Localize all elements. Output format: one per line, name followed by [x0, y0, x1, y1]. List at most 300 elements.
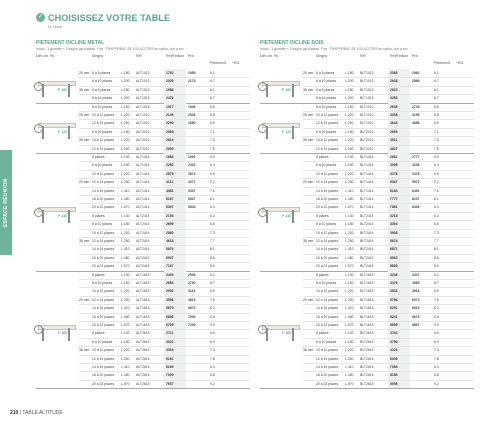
- cell-desc: 8 à 10 places: [316, 222, 337, 227]
- cell-a: 3908: [390, 230, 398, 235]
- cell-ref: BLT1615: [360, 289, 374, 294]
- cell-ref: BLT2414: [360, 230, 374, 235]
- cell-b: 4815: [188, 297, 196, 302]
- cell-a: 6871: [390, 247, 398, 252]
- table-row: [36, 355, 250, 363]
- cell-ref: ALT2414: [136, 255, 150, 260]
- cell-ref: ALT1012: [136, 113, 150, 117]
- cell-a: 2661: [390, 155, 398, 159]
- arrow-circle-icon[interactable]: ›: [34, 325, 43, 334]
- cell-ref: ALT2414: [136, 222, 150, 227]
- cell-ref: BLT1615: [360, 306, 374, 311]
- cell-l: L.220: [345, 113, 354, 117]
- cell-a: 2884: [166, 281, 174, 285]
- cell-desc: 16 à 20 places: [92, 197, 115, 201]
- cell-l: L.480: [121, 373, 130, 378]
- cell-l: L.410: [345, 247, 354, 252]
- cell-a: 3833: [390, 289, 398, 294]
- table-row: [36, 170, 250, 178]
- cell-l: L.220: [345, 230, 354, 235]
- table-row: [260, 220, 474, 228]
- cell-ref: ALT2012: [136, 146, 150, 151]
- cell-a: 2026: [166, 79, 174, 84]
- cell-a: 6709: [166, 323, 174, 327]
- cell-l: L.570: [121, 264, 130, 269]
- cell-desc: 10 à 12 places: [92, 289, 115, 294]
- cell-ref: ALT1615: [136, 297, 150, 302]
- cell-c: 6.4: [434, 163, 439, 168]
- cell-dim: 25 mm: [303, 113, 314, 117]
- cell-l: L.250: [121, 297, 130, 302]
- cell-c: 6.6: [434, 104, 439, 109]
- cell-dim: 38 mm: [303, 348, 314, 353]
- cell-a: 2992: [166, 289, 174, 294]
- cell-desc: 12 à 14 places: [316, 121, 339, 126]
- cell-a: 2089: [166, 129, 174, 134]
- cell-c: 6.5: [210, 331, 215, 336]
- cell-b: 1680: [188, 121, 196, 126]
- table-row: [36, 371, 250, 379]
- cell-a: 2476: [166, 96, 174, 101]
- cell-c: 8.3: [210, 365, 215, 369]
- cell-desc: 20 à 22 places: [316, 323, 339, 327]
- cell-c: 6.7: [210, 79, 215, 84]
- cell-l: L.570: [121, 381, 130, 386]
- cell-ref: ALT1414: [136, 180, 150, 185]
- table-row: [260, 229, 474, 237]
- cell-l: L.180: [121, 104, 130, 109]
- cell-ref: ALT1414: [136, 205, 150, 210]
- cell-b: 2735: [412, 104, 420, 109]
- cell-a: 5876: [166, 247, 174, 252]
- cell-l: L.220: [121, 171, 130, 176]
- cell-l: L.130: [345, 213, 354, 218]
- cell-c: 7.5: [210, 297, 215, 302]
- cell-l: L.180: [345, 87, 354, 92]
- cell-ref: BLT2414: [360, 213, 374, 218]
- cell-desc: 12 à 14 places: [316, 180, 339, 185]
- cell-c: 8.1: [210, 197, 215, 201]
- cell-c: 6.8: [434, 171, 439, 176]
- cell-l: L.180: [345, 163, 354, 168]
- table-row: [260, 329, 474, 337]
- cell-a: 1884: [166, 155, 174, 159]
- table-row: [260, 321, 474, 329]
- cell-a: 1792: [166, 71, 174, 75]
- arrow-circle-icon[interactable]: ›: [258, 82, 267, 91]
- cell-ref: ALT1015: [136, 104, 150, 109]
- cell-a: 8562: [390, 255, 398, 260]
- cell-c: 7.1: [210, 129, 215, 134]
- cell-c: 6.1: [434, 87, 439, 92]
- cell-b: 5307: [188, 188, 196, 193]
- table-size-label: F 140: [282, 213, 292, 218]
- cell-b: 8676: [412, 314, 420, 319]
- cell-ref: BLT2414: [360, 222, 374, 227]
- cell-ref: BLT2615: [360, 356, 374, 361]
- cell-c: 8.3: [434, 365, 439, 369]
- cell-a: 2711: [166, 331, 174, 336]
- table-row: [36, 136, 250, 144]
- cell-c: 8.2: [434, 306, 439, 311]
- cell-c: 9.2: [210, 381, 215, 386]
- cell-dim: 25 mm: [303, 297, 314, 302]
- cell-ref: ALT1414: [136, 171, 150, 176]
- cell-ref: BLT1414: [360, 197, 374, 201]
- cell-l: L.250: [121, 121, 130, 126]
- table-row: [260, 380, 474, 388]
- cell-b: 3337: [412, 272, 420, 277]
- cell-ref: ALT2414: [136, 239, 150, 243]
- cell-ref: ALT1414: [136, 155, 150, 159]
- cell-ref: BLT1615: [360, 323, 374, 327]
- cell-c: 8.1: [434, 197, 439, 201]
- cell-l: L.410: [345, 365, 354, 369]
- cell-a: 6397: [166, 205, 174, 210]
- cell-a: 4323: [390, 348, 398, 353]
- cell-b: 3478: [412, 171, 420, 176]
- cell-dim: 38 mm: [303, 138, 314, 143]
- table-row: [36, 313, 250, 321]
- cell-a: 2855: [390, 129, 398, 134]
- cell-dim: 25 mm: [79, 71, 90, 75]
- table-row: [36, 111, 250, 119]
- cell-l: L.180: [121, 129, 130, 134]
- table-row: [260, 363, 474, 371]
- cell-desc: 10 à 12 places: [92, 348, 115, 353]
- cell-a: 5786: [390, 297, 398, 302]
- table-row: [260, 355, 474, 363]
- cell-l: L.480: [121, 197, 130, 201]
- table-row: [260, 128, 474, 136]
- cell-l: L.180: [345, 222, 354, 227]
- cell-a: 2699: [166, 222, 174, 227]
- cell-ref: BLT2414: [360, 247, 374, 252]
- cell-ref: BLT1615: [360, 297, 374, 302]
- cell-c: 6.2: [434, 272, 439, 277]
- table-row: [260, 338, 474, 346]
- table-row: [260, 212, 474, 220]
- cell-l: L.220: [121, 348, 130, 353]
- cell-dim: 25 mm: [303, 71, 314, 75]
- cell-ref: BLT1012: [360, 113, 374, 117]
- cell-a: 2404: [166, 272, 174, 277]
- cell-a: 7861: [390, 205, 398, 210]
- cell-l: L.570: [345, 323, 354, 327]
- cell-desc: 8 à 10 places: [316, 129, 337, 134]
- cell-ref: BLT2615: [360, 381, 374, 386]
- cell-c: 6.7: [434, 96, 439, 101]
- cell-ref: BLT1615: [360, 281, 374, 285]
- cell-a: 3238: [390, 272, 398, 277]
- cell-c: 8.1: [210, 247, 215, 252]
- cell-b: 4377: [188, 180, 196, 185]
- cell-a: 2194: [166, 213, 174, 218]
- column-header: +ED: [456, 61, 464, 65]
- cell-l: L.570: [121, 323, 130, 327]
- table-row: [36, 153, 250, 161]
- cell-c: 7.3: [210, 230, 215, 235]
- table-row: [36, 254, 250, 262]
- cell-desc: 8 à 10 places: [92, 222, 113, 227]
- cell-l: L.220: [121, 138, 130, 143]
- cell-ref: ALT1012: [136, 121, 150, 126]
- cell-c: 7.3: [210, 348, 215, 353]
- section-description: Inclus : 1 goulotte + 1 trappe par plateau. Fixe : TRAPPE/BAC DE GOULOTTES en option, voir p.xxx: [36, 47, 184, 51]
- cell-l: L.250: [345, 180, 354, 185]
- cell-a: 5674: [390, 239, 398, 243]
- cell-c: 6.8: [210, 171, 215, 176]
- cell-desc: 10 à 12 places: [92, 138, 115, 143]
- right-section-header: [260, 40, 408, 51]
- cell-a: 7167: [166, 264, 174, 269]
- arrow-circle-icon[interactable]: ›: [34, 124, 43, 133]
- cell-l: L.130: [121, 272, 130, 277]
- cell-a: 2995: [166, 146, 174, 151]
- cell-c: 6.2: [210, 272, 215, 277]
- cell-l: L.480: [345, 255, 354, 260]
- table-row: [36, 128, 250, 136]
- cell-ref: BLT2414: [360, 264, 374, 269]
- table-row: [36, 77, 250, 85]
- cell-b: 3238: [412, 163, 420, 168]
- cell-desc: 14 à 16 places: [316, 188, 339, 193]
- cell-desc: 16 à 20 places: [92, 373, 115, 378]
- left-column-headers: [36, 54, 250, 69]
- arrow-circle-icon[interactable]: ›: [258, 124, 267, 133]
- cell-desc: 8 à 10 places: [316, 339, 337, 344]
- cell-desc: 8 places: [92, 331, 105, 336]
- cell-c: 7.3: [434, 348, 439, 353]
- table-row: [260, 262, 474, 270]
- cell-desc: 12 à 14 places: [92, 356, 115, 361]
- cell-ref: BLT1414: [360, 188, 374, 193]
- cell-ref: ALT2012: [136, 129, 150, 134]
- cell-ref: BLT1012: [360, 79, 374, 84]
- table-row: [260, 145, 474, 153]
- cell-desc: 14 à 16 places: [316, 247, 339, 252]
- cell-a: 4596: [166, 297, 174, 302]
- cell-ref: ALT2012: [136, 138, 150, 143]
- cell-l: L.410: [121, 188, 130, 193]
- cell-a: 6036: [390, 356, 398, 361]
- cell-c: 8.8: [210, 373, 215, 378]
- cell-l: L.250: [121, 239, 130, 243]
- cell-a: 3376: [390, 281, 398, 285]
- cell-a: 2368: [390, 71, 398, 75]
- column-header: Réf: [360, 54, 366, 58]
- table-row: [260, 195, 474, 203]
- cell-desc: 12 à 14 places: [316, 356, 339, 361]
- cell-desc: 12 à 14 places: [316, 239, 339, 243]
- cell-c: 6.9: [434, 121, 439, 126]
- cell-ref: BLT1013: [360, 96, 374, 101]
- table-size-label: F 100: [282, 87, 292, 92]
- cell-l: L.180: [121, 71, 130, 75]
- cell-l: L.200: [121, 96, 130, 101]
- cell-l: L.220: [345, 138, 354, 143]
- cell-l: L.250: [345, 239, 354, 243]
- cell-b: 1992: [188, 155, 196, 159]
- column-header: Dim cm: [260, 54, 273, 58]
- cell-l: L.250: [121, 146, 130, 151]
- cell-ref: ALT2615: [136, 348, 150, 353]
- cell-b: 1985: [188, 71, 196, 75]
- cell-c: 7.3: [434, 230, 439, 235]
- cell-desc: 6 à 8 places: [316, 71, 335, 75]
- cell-desc: 12 à 14 places: [316, 297, 339, 302]
- cell-desc: 20 à 22 places: [316, 381, 339, 386]
- table-size-label: F 100: [58, 87, 68, 92]
- cell-b: 2962: [412, 71, 420, 75]
- cell-c: 6.4: [210, 163, 215, 168]
- table-row: [36, 296, 250, 304]
- cell-a: 5367: [390, 180, 398, 185]
- cell-c: 6.9: [210, 289, 215, 294]
- cell-l: L.570: [345, 381, 354, 386]
- cell-a: 3394: [390, 222, 398, 227]
- cell-ref: ALT2414: [136, 264, 150, 269]
- cell-ref: BLT2012: [360, 146, 374, 151]
- checkmark-icon: ✓: [37, 14, 44, 20]
- cell-c: 6.2: [210, 213, 215, 218]
- table-row: [260, 111, 474, 119]
- cell-c: 6.5: [434, 331, 439, 336]
- cell-ref: ALT1013: [136, 96, 150, 101]
- table-row: [260, 237, 474, 245]
- column-header: Réf: [136, 54, 142, 58]
- cell-ref: BLT2414: [360, 255, 374, 260]
- cell-desc: 12 à 14 places: [92, 180, 115, 185]
- cell-l: L.250: [121, 356, 130, 361]
- cell-b: 6527: [188, 197, 196, 201]
- cell-c: 8.5: [434, 255, 439, 260]
- cell-l: L.180: [345, 71, 354, 75]
- arrow-circle-icon[interactable]: ›: [34, 82, 43, 91]
- table-row: [36, 187, 250, 195]
- cell-c: 7.2: [210, 180, 215, 185]
- cell-c: 6.6: [210, 104, 215, 109]
- cell-b: 5572: [412, 180, 420, 185]
- cell-desc: 12 à 14 places: [92, 239, 115, 243]
- table-row: [260, 86, 474, 94]
- cell-desc: 8 places: [316, 272, 329, 277]
- cell-l: L.570: [345, 205, 354, 210]
- cell-ref: ALT2615: [136, 381, 150, 386]
- column-header: Ref/Finition: [390, 54, 409, 58]
- cell-b: 3115: [188, 289, 196, 294]
- cell-l: L.250: [345, 356, 354, 361]
- cell-a: 8241: [390, 314, 398, 319]
- cell-c: 7.3: [434, 138, 439, 143]
- cell-a: 6896: [166, 314, 174, 319]
- column-header: Pp.: [50, 54, 56, 58]
- table-row: [260, 245, 474, 253]
- cell-desc: 10 à 12 places: [92, 113, 115, 117]
- cell-b: 3565: [412, 281, 420, 285]
- cell-dim: 38 mm: [303, 239, 314, 243]
- cell-l: L.480: [345, 197, 354, 201]
- arrow-circle-icon[interactable]: ›: [258, 325, 267, 334]
- arrow-circle-icon[interactable]: ›: [34, 208, 43, 217]
- cell-desc: 10 à 12 places: [316, 171, 339, 176]
- cell-dim: 38 mm: [79, 239, 90, 243]
- cell-c: 7.8: [434, 356, 439, 361]
- cell-l: L.180: [121, 339, 130, 344]
- table-row: [260, 287, 474, 295]
- cell-desc: 14 à 16 places: [316, 306, 339, 311]
- table-row: [260, 254, 474, 262]
- cell-desc: 16 à 20 places: [316, 255, 339, 260]
- cell-desc: 20 à 22 places: [316, 264, 339, 269]
- cell-desc: 10 à 12 places: [316, 138, 339, 143]
- cell-a: 6169: [166, 365, 174, 369]
- cell-desc: 20 à 22 places: [316, 205, 339, 210]
- column-header: Ref/Finition: [166, 54, 185, 58]
- cell-l: L.220: [345, 289, 354, 294]
- table-row: [260, 203, 474, 211]
- cell-desc: 14 à 16 places: [92, 365, 115, 369]
- cell-c: 7.3: [210, 138, 215, 143]
- cell-dim: 25 mm: [79, 180, 90, 185]
- cell-ref: ALT2615: [136, 356, 150, 361]
- cell-a: 2146: [166, 113, 174, 117]
- table-row: [260, 161, 474, 169]
- cell-ref: BLT2615: [360, 373, 374, 378]
- cell-c: 9.2: [434, 381, 439, 386]
- cell-a: 6251: [390, 306, 398, 311]
- cell-c: 5.9: [210, 155, 215, 159]
- cell-a: 3285: [390, 96, 398, 101]
- cell-desc: 14 à 16 places: [92, 306, 115, 311]
- cell-desc: 12 à 14 places: [92, 297, 115, 302]
- cell-ref: BLT1615: [360, 272, 374, 277]
- cell-c: 6.8: [434, 222, 439, 227]
- table-row: [260, 371, 474, 379]
- cell-ref: BLT2012: [360, 129, 374, 134]
- cell-b: 3159: [412, 113, 420, 117]
- cell-l: L.410: [345, 306, 354, 311]
- cell-c: 7.5: [210, 188, 215, 193]
- cell-c: 8.8: [434, 373, 439, 378]
- cell-ref: ALT2414: [136, 213, 150, 218]
- cell-desc: 10 à 12 places: [316, 113, 339, 117]
- left-section-header: [36, 40, 184, 51]
- cell-ref: ALT2615: [136, 331, 150, 336]
- cell-c: 6.9: [210, 121, 215, 126]
- cell-c: 8.3: [210, 205, 215, 210]
- table-row: [260, 153, 474, 161]
- cell-c: 6.1: [210, 87, 215, 92]
- table-size-label: F 160: [282, 331, 292, 336]
- cell-a: 3215: [390, 213, 398, 218]
- cell-desc: 12 à 14 places: [316, 146, 339, 151]
- cell-b: 7209: [188, 323, 196, 327]
- table-row: [260, 178, 474, 186]
- cell-a: 6164: [390, 188, 398, 193]
- cell-c: 8.6: [210, 314, 215, 319]
- arrow-circle-icon[interactable]: ›: [258, 208, 267, 217]
- cell-desc: 10 à 12 places: [92, 230, 115, 235]
- table-row: [36, 287, 250, 295]
- column-header: Sieges: [316, 54, 327, 58]
- table-row: [36, 338, 250, 346]
- cell-c: 8.6: [434, 314, 439, 319]
- side-tab-label: ESPACE RÉUNION: [3, 178, 9, 227]
- cell-desc: 10 à 12 places: [92, 171, 115, 176]
- cell-desc: 14 à 16 places: [92, 188, 115, 193]
- cell-c: 8.2: [210, 306, 215, 311]
